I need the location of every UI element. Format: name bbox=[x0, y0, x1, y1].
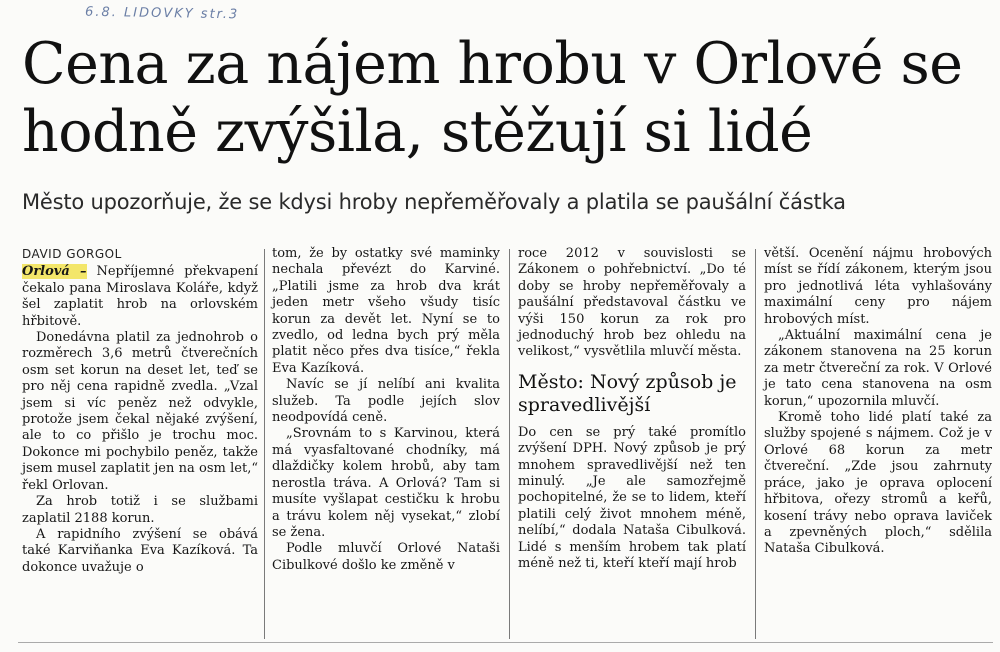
column-divider bbox=[264, 249, 265, 639]
paragraph: „Srovnám to s Karvinou, která má vyasfaltované chodníky, má dlaždičky kolem hrobů, aby tam nerostla tráva. A Orlová? Tam si musíte vyšlapat cestičku k hrobu a trávu kolem něj vysekat,“ zlobí se žena. bbox=[272, 426, 500, 540]
handwritten-note: 6.8. LIDOVKY str.3 bbox=[84, 4, 240, 23]
article-column-2 bbox=[272, 246, 500, 574]
paragraph: Podle mluvčí Orlové Nataši Cibulkové došlo ke změně v bbox=[272, 541, 500, 573]
paragraph: větší. Ocenění nájmu hrobových míst se řídí zákonem, kterým jsou pro jednotlivá léta vyhlašovány maximální ceny pro nájem hrobových míst. bbox=[764, 246, 992, 327]
paragraph-text: Nepříjemné překvapení čekalo pana Miroslava Koláře, když šel zaplatit hrob na orlovském hřbitově. bbox=[22, 264, 258, 329]
paragraph: Donedávna platil za jednohrob o rozměrech 3,6 metrů čtverečních osm set korun na deset let, teď se pro něj cena rapidně zvedla. „Vzal jsem si víc peněz než odvykle, protože jsem čekal nějaké zvýšení, ale to co přišlo je trochu moc. Dokonce mi pochybilo peněz, takže jsem musel zaplatit jen na osm let,“ řekl Orlovan. bbox=[22, 330, 258, 493]
column-divider bbox=[755, 249, 756, 639]
dateline-place: Orlová – bbox=[22, 264, 87, 280]
subheadline: Město upozorňuje, že se kdysi hroby nepřeměřovaly a platila se paušální částka bbox=[22, 190, 846, 214]
paragraph: Navíc se jí nelíbí ani kvalita služeb. Ta podle jejích slov neodpovídá ceně. bbox=[272, 377, 500, 426]
article-column-3 bbox=[518, 246, 746, 573]
paragraph: „Aktuální maximální cena je zákonem stanovena na 25 korun za metr čtvereční za rok. V Orlové je tato cena stanovena na osm korun,“ upozornila mluvčí. bbox=[764, 328, 992, 409]
paragraph: Kromě toho lidé platí také za služby spojené s nájmem. Což je v Orlové 68 korun za metr čtvereční. „Zde jsou zahrnuty práce, jako je oprava oplocení hřbitova, ořezy stromů a keřů, kosení trávy nebo oprava laviček a zpevněných ploch,“ sdělila Nataša Cibulková. bbox=[764, 410, 992, 557]
column-divider bbox=[509, 249, 510, 639]
article-column-1 bbox=[22, 246, 258, 576]
bottom-rule bbox=[18, 642, 993, 643]
section-heading: Město: Nový způsob je spravedlivější bbox=[518, 370, 737, 416]
paragraph: Do cen se prý také promítlo zvýšení DPH. Nový způsob je prý mnohem spravedlivější než ten minulý. „Je ale samozřejmě pochopitelné, že se to lidem, kteří platili celý život mnohem méně, nelíbí,“ dodala Nataša Cibulková. Lidé s menším hrobem tak platí méně než ti, kteří kteří mají hrob bbox=[518, 424, 746, 572]
byline: DAVID GORGOL bbox=[22, 247, 122, 261]
paragraph: Za hrob totiž i se službami zaplatil 2188 korun. bbox=[22, 494, 258, 526]
paragraph: tom, že by ostatky své maminky nechala převézt do Karviné. „Platili jsme za hrob dva krát jeden metr všeho všudy tisíc korun za devět let. Nyní se to zvedlo, od ledna bych prý měla platit něco přes dva tisíce,“ řekla Eva Kazíková. bbox=[272, 246, 500, 376]
paragraph: roce 2012 v souvislosti se Zákonem o pohřebnictví. „Do té doby se hroby nepřeměřovaly a paušální představoval částku ve výši 150 korun za rok pro jednoduchý hrob bez ohledu na velikost,“ vysvětlila mluvčí města. bbox=[518, 246, 746, 360]
headline: Cena za nájem hrobu v Orlové se hodně zvýšila, stěžují si lidé bbox=[22, 31, 963, 165]
paragraph: A rapidního zvýšení se obává také Karviňanka Eva Kazíková. Ta dokonce uvažuje o bbox=[22, 526, 258, 575]
lead-paragraph bbox=[22, 264, 258, 330]
article-column-4 bbox=[764, 246, 992, 558]
